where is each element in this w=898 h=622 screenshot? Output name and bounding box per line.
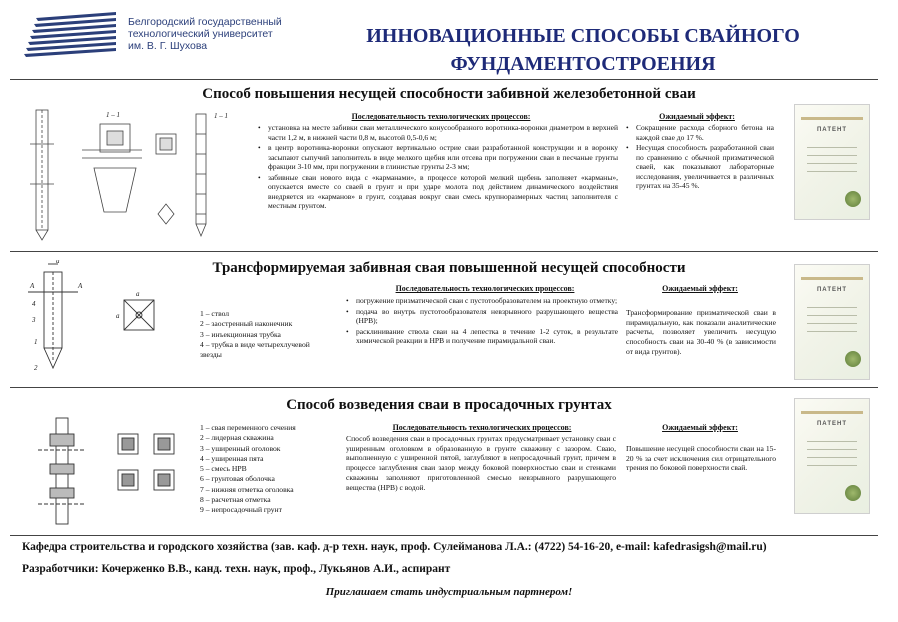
section2-process-title: Последовательность технологических процессов: bbox=[395, 284, 575, 293]
patent-line bbox=[807, 465, 857, 466]
seal-icon bbox=[845, 351, 861, 367]
drawing-label: а bbox=[116, 312, 120, 320]
seal-icon bbox=[845, 191, 861, 207]
drawing-label: 3 bbox=[32, 316, 36, 324]
patent-line bbox=[807, 315, 857, 316]
list-item: • подача во внутрь пустотообразователя невзрывного разрушающего вещества (НРВ); bbox=[346, 307, 618, 326]
section2-title: Трансформируемая забивная свая повышенной несущей способности bbox=[212, 260, 686, 276]
section3-legend bbox=[200, 423, 346, 516]
section1-title: Способ повышения несущей способности забивной железобетонной сваи bbox=[202, 86, 696, 102]
legend-item: 1 – ствол bbox=[200, 309, 230, 318]
pile-pocket-drawing bbox=[22, 104, 252, 244]
legend-item: 2 – заостренный наконечник bbox=[200, 319, 293, 329]
patent-line bbox=[807, 163, 857, 164]
patent-line bbox=[807, 457, 857, 458]
section2-effect-title: Ожидаемый эффект: bbox=[662, 284, 738, 293]
divider bbox=[10, 387, 878, 388]
patent-image-1 bbox=[794, 104, 870, 220]
section2-legend bbox=[200, 309, 352, 360]
patent-header bbox=[801, 117, 863, 120]
section3-effect-title: Ожидаемый эффект: bbox=[662, 423, 738, 432]
divider bbox=[10, 535, 878, 536]
header bbox=[0, 0, 898, 80]
university-logo-icon bbox=[18, 12, 118, 64]
patent-line bbox=[807, 323, 857, 324]
legend-item: 4 – уширенная пята bbox=[200, 453, 264, 463]
legend-item: 1 – свая переменного сечения bbox=[200, 423, 296, 432]
patent-image-3 bbox=[794, 398, 870, 514]
drawing-label: 1 – 1 bbox=[214, 112, 228, 120]
drawing-label: а bbox=[136, 290, 140, 298]
partner-invitation: Приглашаем стать индустриальным партнером! bbox=[325, 586, 573, 598]
section1-effect-title: Ожидаемый эффект: bbox=[659, 112, 735, 121]
legend-item: 5 – смесь НРВ bbox=[200, 464, 247, 474]
department-contacts: Кафедра строительства и городского хозяйства (зав. каф. д-р техн. наук, проф. Сулейманова Л.А.: (4722) 54-16-20, e-mail: kafedrasigsh@mail.ru) bbox=[22, 541, 767, 553]
list-item: • Несущая способность разработанной сваи по сравнению с обычной призматической сваей, как показывают лабораторные исследования, увеличивается в различных грунтах на 35-45 %. bbox=[626, 143, 774, 191]
drawing-label: 2 bbox=[34, 364, 38, 372]
section1-effect-list bbox=[626, 123, 774, 192]
page-title: ИННОВАЦИОННЫЕ СПОСОБЫ СВАЙНОГО ФУНДАМЕНТОСТРОЕНИЯ bbox=[366, 25, 800, 75]
section2-effect-text: Трансформирование призматической сваи в пирамидальную, как показали аналитические расчеты, позволяет увеличить несущую способность сваи на 30-40 % (в зависимости от вида грунтов). bbox=[626, 308, 776, 356]
section3-process-title: Последовательность технологических процессов: bbox=[392, 423, 572, 432]
patent-header bbox=[801, 277, 863, 280]
patent-line bbox=[807, 171, 857, 172]
list-item: • расклинивание ствола сваи на 4 лепестка в течение 1-2 суток, в результате химической реакции в НРВ и получение пирамидальной сваи. bbox=[346, 327, 618, 346]
legend-item: 4 – трубка в виде четырехлучевой bbox=[200, 339, 310, 349]
patent-line bbox=[807, 331, 857, 332]
seal-icon bbox=[845, 485, 861, 501]
legend-item: звезды bbox=[200, 350, 222, 360]
divider bbox=[10, 251, 878, 252]
drawing-label: 4 bbox=[32, 300, 36, 308]
patent-label: ПАТЕНТ bbox=[816, 421, 847, 427]
developers: Разработчики: Кочерженко В.В., канд. техн. наук, проф., Лукьянов А.И., аспирант bbox=[22, 563, 451, 575]
list-item: • в центр воротника-воронки опускают вертикально острие сваи разработанной конструкции и в воронку засыпают сыпучий заполнитель в виде мелкого щебня или отсева при погружении сваи в песчаные грунты фракции 3-10 мм, при погружении в глинистые грунты 2-3 мм; bbox=[258, 143, 618, 172]
patent-line bbox=[807, 155, 857, 156]
section3-title: Способ возведения сваи в просадочных грунтах bbox=[286, 397, 612, 413]
patent-line bbox=[807, 307, 857, 308]
drawing-label: А bbox=[78, 282, 83, 290]
patent-line bbox=[807, 441, 857, 442]
section3-effect-text: Повышение несущей способности сваи на 15-20 % за счет исключения сил отрицательного трения по боковой поверхности свай. bbox=[626, 444, 776, 473]
legend-item: 6 – грунтовая оболочка bbox=[200, 474, 275, 484]
section1-process-list bbox=[258, 123, 618, 212]
patent-header bbox=[801, 411, 863, 414]
patent-label: ПАТЕНТ bbox=[816, 287, 847, 293]
patent-label: ПАТЕНТ bbox=[816, 127, 847, 133]
section2-process-list bbox=[346, 296, 618, 347]
list-item: • погружение призматической сваи с пустотообразователем на проектную отметку; bbox=[346, 296, 618, 306]
legend-item: 9 – непросадочный грунт bbox=[200, 505, 282, 515]
divider bbox=[10, 79, 878, 80]
collapsible-soil-pile-drawing bbox=[22, 414, 192, 530]
list-item: • забивные сваи нового вида с «карманами», в процессе которой мелкий щебень заполняет «карманы», опускается вместе со сваей в грунт и при ударе молота под действием динамического воздействия внедряется из «карманов» в грунт, создавая вокруг сваи смесь крупноразмерных частиц заполнителя с местным грунтом. bbox=[258, 173, 618, 211]
drawing-label: 1 bbox=[34, 338, 38, 346]
list-item: • Сокращение расхода сборного бетона на каждой свае до 17 %. bbox=[626, 123, 774, 142]
transformable-pile-drawing bbox=[22, 260, 194, 374]
legend-item: 8 – расчетная отметка bbox=[200, 495, 271, 505]
patent-image-2 bbox=[794, 264, 870, 380]
list-item: • установка на месте забивки сваи металлического конусообразного воротника-воронки диаметром в верхней части 1,2 м, в нижней части 0,8 м, высотой 0,5-0,6 м; bbox=[258, 123, 618, 142]
legend-item: 3 – уширенный оголовок bbox=[200, 443, 281, 453]
section3-process-text: Способ возведения сваи в просадочных грунтах предусматривает установку сваи с уширенным оголовком в образованную в грунте скважину с зазором. Сваю, выполненную с уширенной пятой, заглубляют в непросадочный грунт, причем в процессе заглубления сваи зазор между боковой поверхностью сваи и стенками скважины заполняют приготовленной смесью невзрывного разрушающего вещества (НРВ) с водой. bbox=[346, 434, 616, 492]
university-name: Белгородский государственный технологический университет им. В. Г. Шухова bbox=[128, 16, 282, 52]
legend-item: 7 – нижняя отметка оголовка bbox=[200, 484, 294, 494]
section1-process-title: Последовательность технологических процессов: bbox=[351, 112, 531, 121]
patent-line bbox=[807, 147, 857, 148]
patent-line bbox=[807, 449, 857, 450]
legend-item: 2 – лидерная скважина bbox=[200, 433, 274, 443]
drawing-label: А bbox=[30, 282, 35, 290]
legend-item: 3 – инъекционная трубка bbox=[200, 329, 281, 339]
drawing-label: d bbox=[56, 260, 60, 265]
drawing-label: 1 – 1 bbox=[106, 111, 120, 119]
